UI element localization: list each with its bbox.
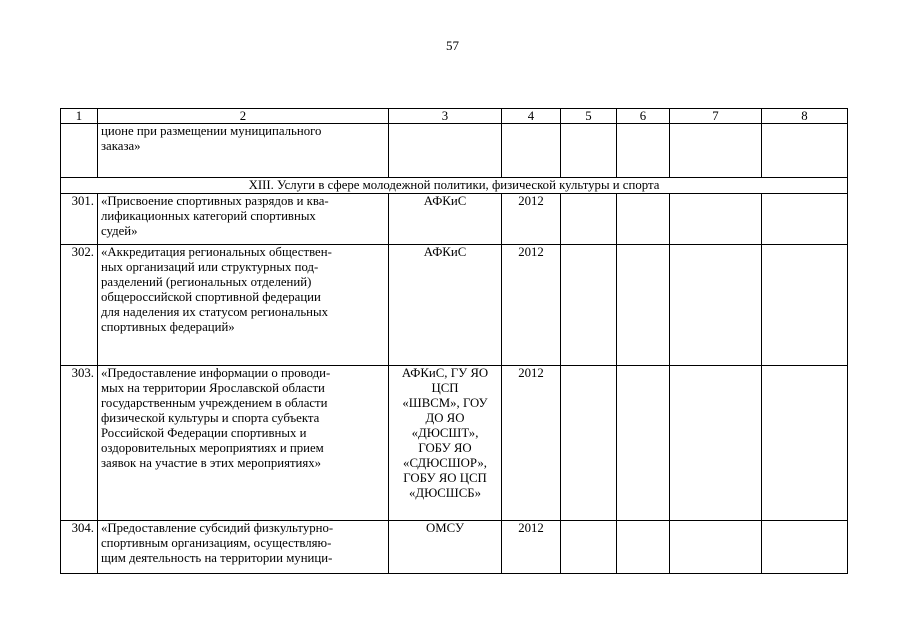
text-line: спортивным организациям, осуществляю-: [101, 536, 332, 550]
year-cell: 2012: [502, 366, 561, 521]
responsible-org: [389, 245, 502, 366]
org-line: «СДЮСШОР»,: [403, 456, 487, 470]
table-row: [61, 521, 848, 574]
continuation-text: [98, 124, 389, 178]
org-line: «ШВСМ», ГОУ: [402, 396, 488, 410]
text-line: лификационных категорий спортивных: [101, 209, 316, 223]
header-col-4: 4: [502, 109, 561, 124]
table-row-continuation: [61, 124, 848, 178]
section-title: XIII. Услуги в сфере молодежной политики, физической культуры и спорта: [61, 178, 848, 194]
header-col-8: 8: [762, 109, 848, 124]
text-line: «Присвоение спортивных разрядов и ква-: [101, 194, 329, 208]
header-col-2: 2: [98, 109, 389, 124]
text-line: щим деятельность на территории муници-: [101, 551, 333, 565]
org-line: ЦСП: [431, 381, 459, 395]
service-description: [98, 521, 389, 574]
table-row: [61, 194, 848, 245]
service-description: [98, 194, 389, 245]
table-header-row: [61, 109, 848, 124]
header-col-1: 1: [61, 109, 98, 124]
row-number: 302.: [61, 245, 98, 366]
org-line: АФКиС: [423, 245, 467, 259]
text-line: спортивных федераций»: [101, 320, 235, 334]
text-line: ных организаций или структурных под-: [101, 260, 319, 274]
header-col-6: 6: [617, 109, 670, 124]
text-line: судей»: [101, 224, 138, 238]
header-col-7: 7: [670, 109, 762, 124]
table-row: [61, 245, 848, 366]
responsible-org: [389, 194, 502, 245]
header-col-3: 3: [389, 109, 502, 124]
org-line: ГОБУ ЯО ЦСП: [403, 471, 487, 485]
org-line: АФКиС: [423, 194, 467, 208]
text-line: оздоровительных мероприятиях и прием: [101, 441, 324, 455]
text-line: заявок на участие в этих мероприятиях»: [101, 456, 322, 470]
page-number: 57: [446, 38, 459, 53]
services-table: [60, 108, 848, 574]
table-row: [61, 366, 848, 521]
text-line: разделений (региональных отделений): [101, 275, 312, 289]
text-line: физической культуры и спорта субъекта: [101, 411, 320, 425]
text-line: «Предоставление информации о проводи-: [101, 366, 331, 380]
year-cell: 2012: [502, 194, 561, 245]
text-line: «Аккредитация региональных обществен-: [101, 245, 332, 259]
year-cell: 2012: [502, 245, 561, 366]
section-row: [61, 178, 848, 194]
text-line: ционе при размещении муниципального: [101, 124, 322, 138]
org-line: «ДЮСШСБ»: [408, 486, 481, 500]
text-line: государственным учреждением в области: [101, 396, 328, 410]
row-number: 303.: [61, 366, 98, 521]
text-line: «Предоставление субсидий физкультурно-: [101, 521, 334, 535]
org-line: АФКиС, ГУ ЯО: [401, 366, 489, 380]
row-number: 301.: [61, 194, 98, 245]
text-line: общероссийской спортивной федерации: [101, 290, 321, 304]
org-line: ДО ЯО: [425, 411, 465, 425]
text-line: для наделения их статусом региональных: [101, 305, 329, 319]
org-line: ГОБУ ЯО: [418, 441, 472, 455]
text-line: заказа»: [101, 139, 141, 153]
year-cell: 2012: [502, 521, 561, 574]
header-col-5: 5: [561, 109, 617, 124]
service-description: [98, 245, 389, 366]
org-line: «ДЮСШТ»,: [411, 426, 479, 440]
row-number: 304.: [61, 521, 98, 574]
responsible-org: [389, 366, 502, 521]
text-line: Российской Федерации спортивных и: [101, 426, 307, 440]
responsible-org: [389, 521, 502, 574]
org-line: ОМСУ: [425, 521, 465, 535]
text-line: мых на территории Ярославской области: [101, 381, 325, 395]
service-description: [98, 366, 389, 521]
